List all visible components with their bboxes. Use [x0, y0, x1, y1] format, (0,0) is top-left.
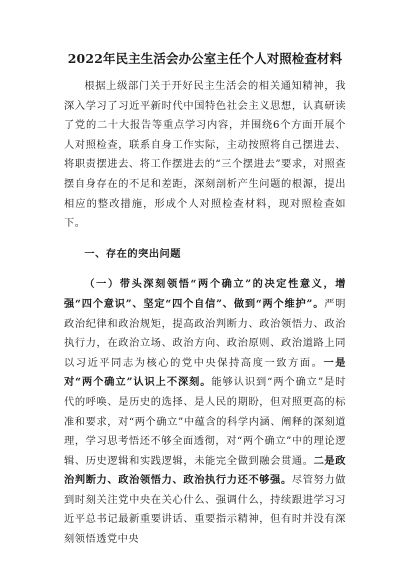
section-heading: 一、存在的突出问题 [84, 247, 182, 260]
intro-paragraph: 根据上级部门关于开好民主生活会的相关通知精神，我深入学习了习近平新时代中国特色社会主义思想，认真研读了党的二十大报告等重点学习内容，并围绕6个方面开展个人对照检查，联系自身工作实际，主动按照将自己摆进去、将职责摆进去、将工作摆进去的“三个摆进去”要求，对照查摆自身存在的不足和差距，深刻剖析产生问题的根源，提出相应的整改措施，形成个人对照检查材料，现对照检查如下。 [64, 81, 346, 230]
paragraph-text: 严明政治纪律和政治规矩，提高政治判断力、政治领悟力、政治执行力，在政治立场、政治方向、政治原则、政治道路上同以习近平同志为核心的党中央保持高度一致方面。 [64, 298, 346, 369]
point-one-heading: 一是对“两个确立”认识上不深刻。 [64, 356, 346, 389]
document-title: 2022年民主生活会办公室主任个人对照检查材料 [67, 51, 343, 66]
paragraph-text: 能够认识到“两个确立”是时代的呼唤、是历史的选择、是人民的期盼，但对照更高的标准和要求，对“两个确立”中蕴含的科学内涵、阐释的深刻道理，学习思考悟还不够全面透彻，对“两个确立”中的理论逻辑、历史逻辑和实践逻辑，未能完全做到融会贯通。 [64, 377, 346, 467]
paragraph-text: 尽管努力做到时刻关注党中央在关心什么、强调什么，持续跟进学习习近平总书记最新重要讲话、重要指示精神，但有时并没有深刻领悟透党中央 [64, 475, 346, 546]
subsection-heading: （一）带头深刻领悟“两个确立”的决定性意义，增强“四个意识”、坚定“四个自信”、做到“两个维护”。 [64, 278, 346, 310]
subsection-paragraph [64, 275, 346, 549]
point-two-heading: 二是政治判断力、政治领悟力、政治执行力还不够强。 [64, 454, 346, 487]
document-body [64, 77, 346, 550]
